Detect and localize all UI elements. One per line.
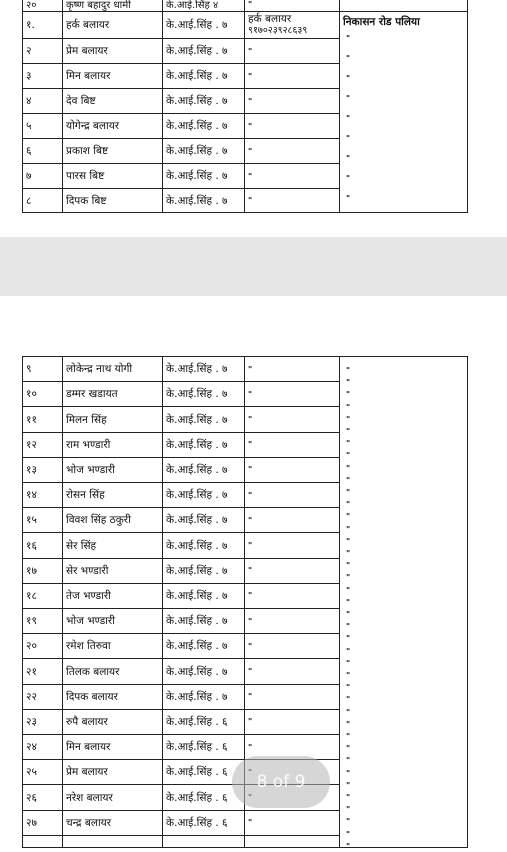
ditto-mark: " xyxy=(346,719,351,729)
name-cell: रोसन सिंह xyxy=(63,483,163,508)
address-cell: के.आई.सिंह . ६ xyxy=(163,785,245,810)
address-cell: के.आई.सिंह . ६ xyxy=(163,709,245,734)
beneficiary-cell: " xyxy=(245,634,340,659)
serial-number-cell: ४ xyxy=(23,89,63,114)
address-cell: के.आई.सिंह . ६ xyxy=(163,735,245,760)
ditto-mark: " xyxy=(346,74,351,83)
ditto-mark: " xyxy=(346,439,351,449)
ditto-mark: " xyxy=(346,134,351,143)
ditto-mark: " xyxy=(346,817,351,827)
name-cell: मिलन सिंह xyxy=(63,407,163,432)
ditto-mark: " xyxy=(346,634,351,644)
serial-number-cell: १६ xyxy=(23,533,63,558)
serial-number-cell: २३ xyxy=(23,709,63,734)
ditto-mark: " xyxy=(346,194,351,203)
serial-number-cell: ५ xyxy=(23,114,63,139)
address-cell: के.आई.सिंह . ७ xyxy=(163,12,245,39)
address-cell: के.आई.सिंह . ७ xyxy=(163,64,245,89)
ditto-mark: " xyxy=(346,463,351,473)
beneficiary-cell: " xyxy=(245,684,340,709)
beneficiary-table-page-1 xyxy=(22,0,468,213)
serial-number-cell: १८ xyxy=(23,583,63,608)
name-cell: पारस बिष्ट xyxy=(63,164,163,189)
serial-number-cell: २० xyxy=(23,0,63,12)
beneficiary-cell: " xyxy=(245,709,340,734)
table-row-partial xyxy=(23,0,468,12)
ditto-mark: " xyxy=(346,414,351,424)
ditto-mark: " xyxy=(346,451,351,461)
ditto-mark: " xyxy=(346,610,351,619)
ditto-mark: " xyxy=(346,707,351,717)
ditto-mark: " xyxy=(346,475,351,485)
ditto-mark: " xyxy=(346,512,351,522)
address-cell: के.आई.सिंह ४ xyxy=(163,0,245,12)
ditto-mark: " xyxy=(346,780,351,790)
ditto-mark: " xyxy=(346,646,351,656)
name-cell: तिलक बलायर xyxy=(63,659,163,684)
cut-off-cell xyxy=(23,835,63,847)
name-cell: राम भण्डारी xyxy=(63,432,163,457)
address-cell: के.आई.सिंह . ६ xyxy=(163,810,245,835)
address-cell: के.आई.सिंह . ७ xyxy=(163,457,245,482)
name-cell: दिपक बिष्ट xyxy=(63,189,163,213)
beneficiary-cell: " xyxy=(245,357,340,382)
beneficiary-cell: " xyxy=(245,735,340,760)
beneficiary-cell: " xyxy=(245,164,340,189)
serial-number-cell: ८ xyxy=(23,189,63,213)
table-row xyxy=(23,12,468,39)
work-description-cell xyxy=(340,357,468,848)
ditto-mark: " xyxy=(346,114,351,123)
address-cell: के.आई.सिंह . ७ xyxy=(163,483,245,508)
ditto-mark: " xyxy=(346,658,351,668)
serial-number-cell: २ xyxy=(23,39,63,64)
beneficiary-cell: " xyxy=(245,457,340,482)
address-cell: के.आई.सिंह . ७ xyxy=(163,558,245,583)
name-cell: डम्मर खडायत xyxy=(63,382,163,407)
ditto-mark: " xyxy=(346,793,351,802)
beneficiary-cell xyxy=(245,12,340,39)
cut-off-cell xyxy=(63,835,163,847)
ditto-mark: " xyxy=(346,524,351,534)
ditto-mark: " xyxy=(346,390,351,400)
address-cell: के.आई.सिंह . ७ xyxy=(163,583,245,608)
ditto-mark: " xyxy=(346,34,351,43)
address-cell: के.आई.सिंह . ७ xyxy=(163,533,245,558)
serial-number-cell: ३ xyxy=(23,64,63,89)
document-page-1 xyxy=(0,0,507,237)
beneficiary-cell: " xyxy=(245,432,340,457)
address-cell: के.आई.सिंह . ७ xyxy=(163,684,245,709)
cut-off-cell xyxy=(163,835,245,847)
cut-off-cell xyxy=(245,835,340,847)
beneficiary-cell: " xyxy=(245,114,340,139)
address-cell: के.आई.सिंह . ७ xyxy=(163,382,245,407)
serial-number-cell: २१ xyxy=(23,659,63,684)
name-cell: रमेश तिरुवा xyxy=(63,634,163,659)
work-description-cell xyxy=(340,12,468,213)
beneficiary-cell: " xyxy=(245,508,340,533)
name-cell: मिन बलायर xyxy=(63,735,163,760)
beneficiary-cell: " xyxy=(245,659,340,684)
name-cell: दिपक बलायर xyxy=(63,684,163,709)
serial-number-cell: १० xyxy=(23,382,63,407)
beneficiary-cell: " xyxy=(245,0,340,12)
address-cell: के.आई.सिंह . ७ xyxy=(163,139,245,164)
name-cell: विवश सिंह ठकुरी xyxy=(63,508,163,533)
work-cell-partial xyxy=(340,0,468,12)
name-cell: सेर सिंह xyxy=(63,533,163,558)
name-cell: लोकेन्द्र नाथ योगी xyxy=(63,357,163,382)
ditto-mark: " xyxy=(346,366,351,375)
beneficiary-cell: " xyxy=(245,558,340,583)
ditto-mark: " xyxy=(346,597,351,607)
name-cell: प्रकाश बिष्ट xyxy=(63,139,163,164)
name-cell: कृष्ण बहादुर धामी xyxy=(63,0,163,12)
serial-number-cell: ६ xyxy=(23,139,63,164)
ditto-mark: " xyxy=(346,174,351,183)
name-cell: भोज भण्डारी xyxy=(63,457,163,482)
beneficiary-id-number: ९१७०२३९२८६३९ xyxy=(248,25,308,36)
beneficiary-cell: " xyxy=(245,583,340,608)
ditto-mark: " xyxy=(346,768,351,778)
serial-number-cell: २० xyxy=(23,634,63,659)
ditto-mark: " xyxy=(346,683,351,693)
ditto-mark: " xyxy=(346,671,351,680)
beneficiary-cell: " xyxy=(245,533,340,558)
address-cell: के.आई.सिंह . ७ xyxy=(163,407,245,432)
ditto-mark: " xyxy=(346,732,351,741)
beneficiary-cell: " xyxy=(245,189,340,213)
address-cell: के.आई.सिंह . ७ xyxy=(163,659,245,684)
beneficiary-cell: " xyxy=(245,382,340,407)
name-cell: प्रेम बलायर xyxy=(63,760,163,785)
name-cell: रुपै बलायर xyxy=(63,709,163,734)
beneficiary-cell: " xyxy=(245,89,340,114)
name-cell: नरेश बलायर xyxy=(63,785,163,810)
name-cell: सेर भण्डारी xyxy=(63,558,163,583)
address-cell: के.आई.सिंह . ६ xyxy=(163,760,245,785)
beneficiary-cell: " xyxy=(245,407,340,432)
page-indicator: 8 of 9 xyxy=(232,756,330,808)
address-cell: के.आई.सिंह . ७ xyxy=(163,609,245,634)
ditto-mark: " xyxy=(346,744,351,754)
beneficiary-cell: " xyxy=(245,39,340,64)
address-cell: के.आई.सिंह . ७ xyxy=(163,114,245,139)
serial-number-cell: ९ xyxy=(23,357,63,382)
serial-number-cell: १. xyxy=(23,12,63,39)
ditto-mark: " xyxy=(346,585,351,595)
address-cell: के.आई.सिंह . ७ xyxy=(163,432,245,457)
ditto-mark: " xyxy=(346,549,351,558)
ditto-mark: " xyxy=(346,756,351,766)
address-cell: के.आई.सिंह . ७ xyxy=(163,634,245,659)
work-title: निकासन रोड पलिया xyxy=(343,16,420,28)
address-cell: के.आई.सिंह . ७ xyxy=(163,39,245,64)
address-cell: के.आई.सिंह . ७ xyxy=(163,164,245,189)
name-cell: हर्क बलायर xyxy=(63,12,163,39)
beneficiary-cell: " xyxy=(245,139,340,164)
name-cell: भोज भण्डारी xyxy=(63,609,163,634)
ditto-mark: " xyxy=(346,488,351,497)
table-row xyxy=(23,357,468,382)
ditto-mark: " xyxy=(346,573,351,583)
ditto-mark: " xyxy=(346,695,351,705)
ditto-mark: " xyxy=(346,94,351,103)
serial-number-cell: १२ xyxy=(23,432,63,457)
beneficiary-cell: " xyxy=(245,609,340,634)
name-cell: चन्द्र बलायर xyxy=(63,810,163,835)
serial-number-cell: १४ xyxy=(23,483,63,508)
name-cell: मिन बलायर xyxy=(63,64,163,89)
address-cell: के.आई.सिंह . ७ xyxy=(163,357,245,382)
address-cell: के.आई.सिंह . ७ xyxy=(163,89,245,114)
ditto-mark: " xyxy=(346,378,351,388)
name-cell: देव बिष्ट xyxy=(63,89,163,114)
serial-number-cell: १९ xyxy=(23,609,63,634)
ditto-mark: " xyxy=(346,841,351,848)
serial-number-cell: २४ xyxy=(23,735,63,760)
serial-number-cell: १३ xyxy=(23,457,63,482)
serial-number-cell: ७ xyxy=(23,164,63,189)
beneficiary-cell: " xyxy=(245,483,340,508)
ditto-mark: " xyxy=(346,536,351,546)
ditto-mark: " xyxy=(346,54,351,63)
ditto-mark: " xyxy=(346,622,351,632)
address-cell: के.आई.सिंह . ७ xyxy=(163,189,245,213)
ditto-mark: " xyxy=(346,427,351,436)
ditto-mark: " xyxy=(346,402,351,412)
serial-number-cell: २६ xyxy=(23,785,63,810)
serial-number-cell: ११ xyxy=(23,407,63,432)
name-cell: तेज भण्डारी xyxy=(63,583,163,608)
beneficiary-name: हर्क बलायर xyxy=(248,13,292,25)
ditto-mark: " xyxy=(346,154,351,163)
serial-number-cell: १७ xyxy=(23,558,63,583)
serial-number-cell: २५ xyxy=(23,760,63,785)
ditto-mark: " xyxy=(346,561,351,571)
serial-number-cell: २७ xyxy=(23,810,63,835)
serial-number-cell: २२ xyxy=(23,684,63,709)
ditto-mark: " xyxy=(346,805,351,815)
name-cell: प्रेम बलायर xyxy=(63,39,163,64)
name-cell: योगेन्द्र बलायर xyxy=(63,114,163,139)
beneficiary-cell: " xyxy=(245,810,340,835)
ditto-mark: " xyxy=(346,829,351,839)
address-cell: के.आई.सिंह . ७ xyxy=(163,508,245,533)
serial-number-cell: १५ xyxy=(23,508,63,533)
beneficiary-cell: " xyxy=(245,64,340,89)
ditto-mark: " xyxy=(346,500,351,510)
